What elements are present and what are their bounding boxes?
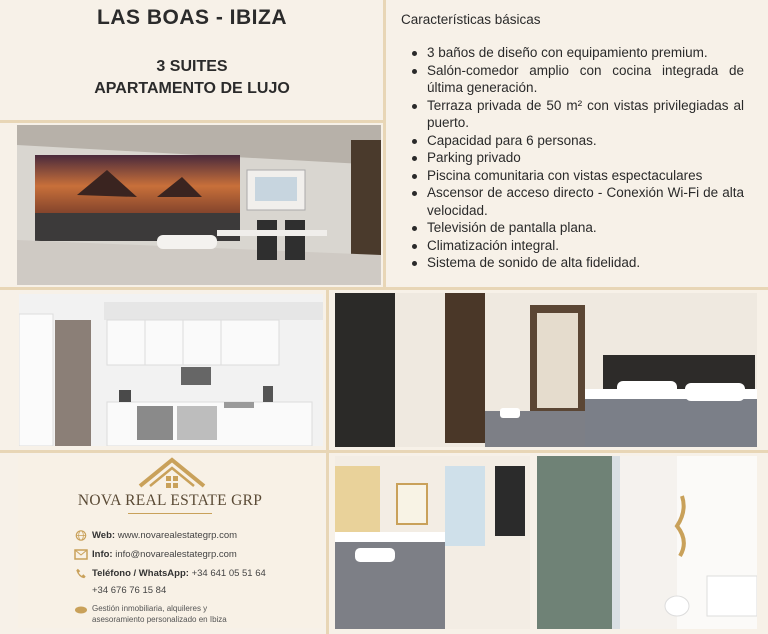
feature-item: Capacidad para 6 personas.	[410, 132, 744, 150]
brand-name: NOVA REAL ESTATE GRP	[77, 492, 263, 509]
kitchen-photo	[19, 294, 323, 446]
brand-panel	[18, 456, 322, 628]
subtitle-apartment: APARTAMENTO DE LUJO	[94, 80, 290, 97]
web-line	[92, 530, 237, 541]
handshake-icon	[74, 604, 88, 615]
phone-number-2[interactable]: +34 676 76 15 84	[92, 585, 167, 596]
tagline	[92, 603, 227, 625]
info-label: Info:	[92, 549, 113, 560]
vertical-divider-lower	[326, 290, 329, 634]
feature-item: Terraza privada de 50 m² con vistas privilegiadas al puerto.	[410, 97, 744, 132]
phone-number-1[interactable]: +34 641 05 51 64	[191, 568, 266, 579]
subtitle-suites: 3 SUITES	[156, 58, 228, 75]
info-line	[92, 549, 237, 560]
horizontal-divider-top	[0, 120, 384, 123]
tagline-line-2: asesoramiento personalizado en Ibiza	[92, 615, 227, 624]
phone-line	[92, 568, 266, 579]
feature-item: Salón-comedor amplio con cocina integrada de última generación.	[410, 62, 744, 97]
web-link[interactable]: www.novarealestategrp.com	[117, 530, 238, 541]
house-logo-icon	[136, 456, 208, 492]
feature-item: Ascensor de acceso directo - Conexión Wi-Fi de alta velocidad.	[410, 184, 744, 219]
bedroom-photo	[335, 293, 757, 447]
tagline-line-1: Gestión inmobiliaria, alquileres y	[92, 604, 208, 613]
feature-item: 3 baños de diseño con equipamiento premium.	[410, 44, 744, 62]
bedroom-2-photo	[335, 456, 530, 629]
horizontal-divider-lower	[0, 450, 768, 453]
web-label: Web:	[92, 530, 116, 541]
living-room-photo	[17, 125, 381, 285]
globe-icon	[74, 530, 88, 541]
feature-item: Televisión de pantalla plana.	[410, 219, 744, 237]
phone-label: Teléfono / WhatsApp:	[92, 568, 189, 579]
bathroom-photo	[537, 456, 757, 629]
features-list	[410, 44, 744, 272]
feature-item: Climatización integral.	[410, 237, 744, 255]
mail-icon	[74, 549, 88, 560]
brand-underline	[128, 513, 212, 514]
feature-item: Parking privado	[410, 149, 744, 167]
vertical-divider	[383, 0, 386, 290]
feature-item: Piscina comunitaria con vistas espectaculares	[410, 167, 744, 185]
email-link[interactable]: info@novarealestategrp.com	[115, 549, 237, 560]
horizontal-divider-middle	[0, 287, 768, 290]
phone-icon	[74, 568, 88, 579]
features-heading: Características básicas	[401, 12, 541, 27]
page-title: LAS BOAS - IBIZA	[97, 6, 287, 29]
feature-item: Sistema de sonido de alta fidelidad.	[410, 254, 744, 272]
